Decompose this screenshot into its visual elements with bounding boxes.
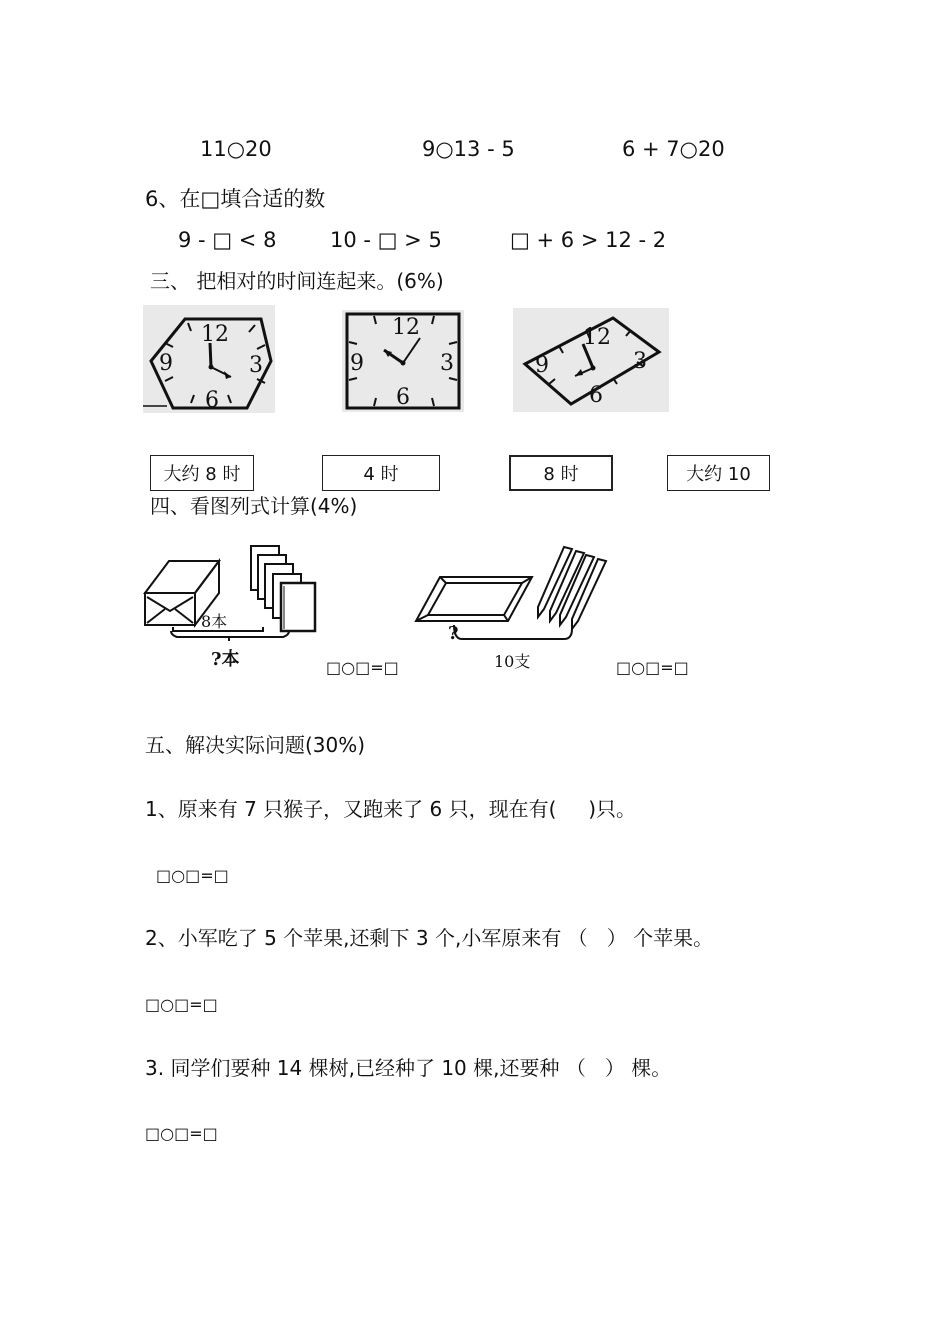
problem-3-text: 3. 同学们要种 14 棵树,已经种了 10 棵,还要种 （ ） 棵。: [145, 1056, 672, 1080]
comparison-1: 11○20: [200, 137, 272, 161]
q6-title: 6、在□填合适的数: [145, 187, 326, 211]
clock-frame-corner: [143, 405, 167, 413]
svg-text:12: 12: [392, 315, 420, 340]
q6-item-2: 10 - □ > 5: [330, 228, 442, 252]
svg-text:9: 9: [350, 351, 364, 376]
books-total-label: ?本: [211, 649, 240, 670]
svg-text:12: 12: [583, 325, 611, 350]
svg-text:6: 6: [396, 385, 410, 410]
square-clock: [342, 310, 464, 412]
svg-text:6: 6: [589, 383, 603, 408]
hexagon-clock: [143, 305, 275, 413]
problem-1-text: 1、原来有 7 只猴子，又跑来了 6 只，现在有( )只。: [145, 797, 636, 821]
problem-3-answer[interactable]: □○□=□: [145, 1124, 218, 1143]
svg-text:3: 3: [249, 353, 263, 378]
books-illustration: [143, 543, 328, 673]
section5-title: 五、解决实际问题(30%): [145, 733, 366, 757]
answer-blank-pencils[interactable]: □○□=□: [616, 658, 689, 677]
section3-title: 三、 把相对的时间连起来。(6%): [150, 269, 444, 293]
svg-text:9: 9: [159, 351, 173, 376]
q6-item-1: 9 - □ < 8: [178, 228, 277, 252]
section4-title: 四、看图列式计算(4%): [150, 494, 358, 518]
problem-1-answer[interactable]: □○□=□: [156, 866, 229, 885]
diamond-clock: [513, 308, 669, 412]
answer-blank-books[interactable]: □○□=□: [326, 658, 399, 677]
svg-text:12: 12: [201, 322, 229, 347]
svg-text:3: 3: [440, 351, 454, 376]
pencil-box-question: ?: [448, 623, 459, 644]
q6-item-3: □ + 6 > 12 - 2: [510, 228, 667, 252]
time-option-2[interactable]: 4 时: [322, 455, 440, 491]
comparison-2: 9○13 - 5: [422, 137, 515, 161]
problem-2-answer[interactable]: □○□=□: [145, 995, 218, 1014]
svg-text:6: 6: [205, 388, 219, 413]
comparison-3: 6 + 7○20: [622, 137, 725, 161]
svg-text:3: 3: [633, 349, 647, 374]
pencils-label: 10支: [494, 652, 531, 671]
pencil-box-illustration: [414, 543, 614, 678]
time-option-3[interactable]: 8 时: [509, 455, 613, 491]
svg-text:9: 9: [535, 353, 549, 378]
time-option-4[interactable]: 大约 10: [667, 455, 770, 491]
problem-2-text: 2、小军吃了 5 个苹果,还剩下 3 个,小军原来有 （ ） 个苹果。: [145, 926, 714, 950]
time-option-1[interactable]: 大约 8 时: [150, 455, 254, 491]
books-label: 8本: [201, 612, 228, 631]
